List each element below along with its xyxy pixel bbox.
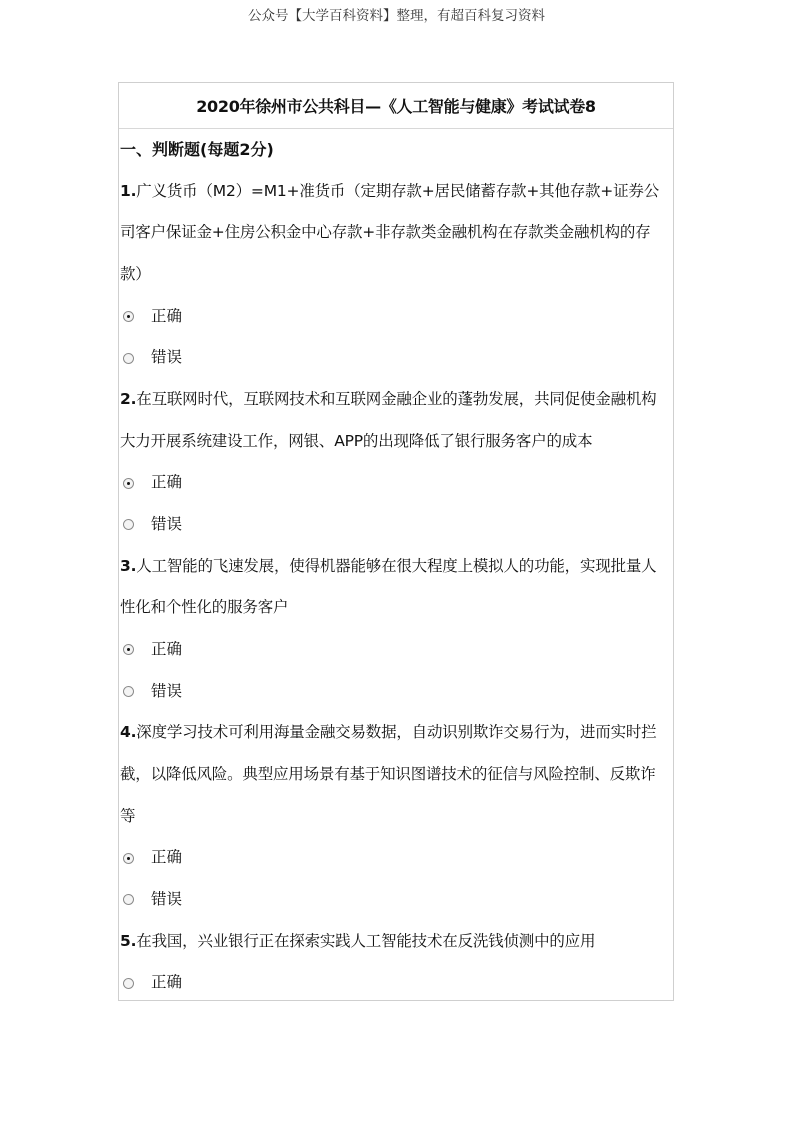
question-3 bbox=[119, 546, 673, 713]
answer-option[interactable] bbox=[119, 671, 673, 713]
question-text-line bbox=[119, 171, 673, 213]
answer-option[interactable] bbox=[119, 296, 673, 338]
exam-paper bbox=[118, 82, 674, 1001]
radio-selected-icon[interactable] bbox=[123, 311, 134, 322]
answer-option[interactable] bbox=[119, 337, 673, 379]
question-text: 等 bbox=[120, 806, 136, 825]
radio-unselected-icon[interactable] bbox=[123, 686, 134, 697]
question-text: 在我国，兴业银行正在探索实践人工智能技术在反洗钱侦测中的应用 bbox=[136, 931, 596, 950]
answer-option-label: 正确 bbox=[151, 848, 183, 867]
answer-option-label: 错误 bbox=[151, 348, 183, 367]
answer-option[interactable] bbox=[119, 837, 673, 879]
radio-unselected-icon[interactable] bbox=[123, 353, 134, 364]
answer-option-label: 正确 bbox=[151, 306, 183, 325]
question-number: 2. bbox=[120, 390, 137, 408]
answer-option[interactable] bbox=[119, 962, 673, 1004]
question-text-line bbox=[119, 546, 673, 588]
question-text: 深度学习技术可利用海量金融交易数据，自动识别欺诈交易行为，进而实时拦 bbox=[136, 723, 657, 742]
question-text: 司客户保证金+住房公积金中心存款+非存款类金融机构在存款类金融机构的存 bbox=[120, 223, 651, 242]
question-text: 在互联网时代，互联网技术和互联网金融企业的蓬勃发展，共同促使金融机构 bbox=[136, 390, 657, 408]
question-4 bbox=[119, 712, 673, 920]
exam-title: 2020年徐州市公共科目—《人工智能与健康》考试试卷8 bbox=[119, 83, 673, 129]
question-5 bbox=[119, 921, 673, 1004]
question-text-line bbox=[119, 754, 673, 796]
answer-option-label: 正确 bbox=[151, 640, 183, 658]
question-number: 4. bbox=[120, 723, 137, 742]
radio-selected-icon[interactable] bbox=[123, 478, 134, 489]
question-text-line bbox=[119, 254, 673, 296]
question-1 bbox=[119, 171, 673, 379]
answer-option-label: 错误 bbox=[151, 889, 183, 908]
answer-option[interactable] bbox=[119, 879, 673, 921]
question-text: 广义货币（M2）=M1+准货币（定期存款+居民储蓄存款+其他存款+证券公 bbox=[136, 181, 659, 200]
answer-option[interactable] bbox=[119, 629, 673, 671]
question-text: 截，以降低风险。典型应用场景有基于知识图谱技术的征信与风险控制、反欺诈 bbox=[120, 764, 656, 783]
answer-option[interactable] bbox=[119, 504, 673, 546]
question-text-line bbox=[119, 587, 673, 629]
radio-selected-icon[interactable] bbox=[123, 853, 134, 864]
radio-unselected-icon[interactable] bbox=[123, 894, 134, 905]
question-text-line bbox=[119, 796, 673, 838]
question-text-line bbox=[119, 712, 673, 754]
question-text: 大力开展系统建设工作，网银、APP的出现降低了银行服务客户的成本 bbox=[120, 431, 593, 450]
question-text-line bbox=[119, 921, 673, 963]
answer-option[interactable] bbox=[119, 462, 673, 504]
answer-option-label: 错误 bbox=[151, 515, 183, 533]
exam-content bbox=[119, 129, 673, 1004]
radio-unselected-icon[interactable] bbox=[123, 978, 134, 989]
question-number: 3. bbox=[120, 556, 137, 575]
question-text-line bbox=[119, 421, 673, 463]
question-2 bbox=[119, 379, 673, 546]
question-text-line bbox=[119, 379, 673, 421]
answer-option-label: 正确 bbox=[151, 473, 183, 492]
page-header: 公众号【大学百科资料】整理，有超百科复习资料 bbox=[248, 8, 545, 24]
radio-unselected-icon[interactable] bbox=[123, 519, 134, 530]
radio-selected-icon[interactable] bbox=[123, 644, 134, 655]
question-text: 性化和个性化的服务客户 bbox=[120, 598, 289, 617]
answer-option-label: 错误 bbox=[151, 681, 183, 700]
question-text: 款） bbox=[120, 265, 151, 284]
question-number: 1. bbox=[120, 181, 137, 200]
question-number: 5. bbox=[120, 931, 137, 950]
question-text-line bbox=[119, 212, 673, 254]
question-text: 人工智能的飞速发展，使得机器能够在很大程度上模拟人的功能，实现批量人 bbox=[136, 556, 657, 575]
section-heading: 一、判断题(每题2分) bbox=[120, 140, 274, 159]
answer-option-label: 正确 bbox=[151, 973, 183, 992]
